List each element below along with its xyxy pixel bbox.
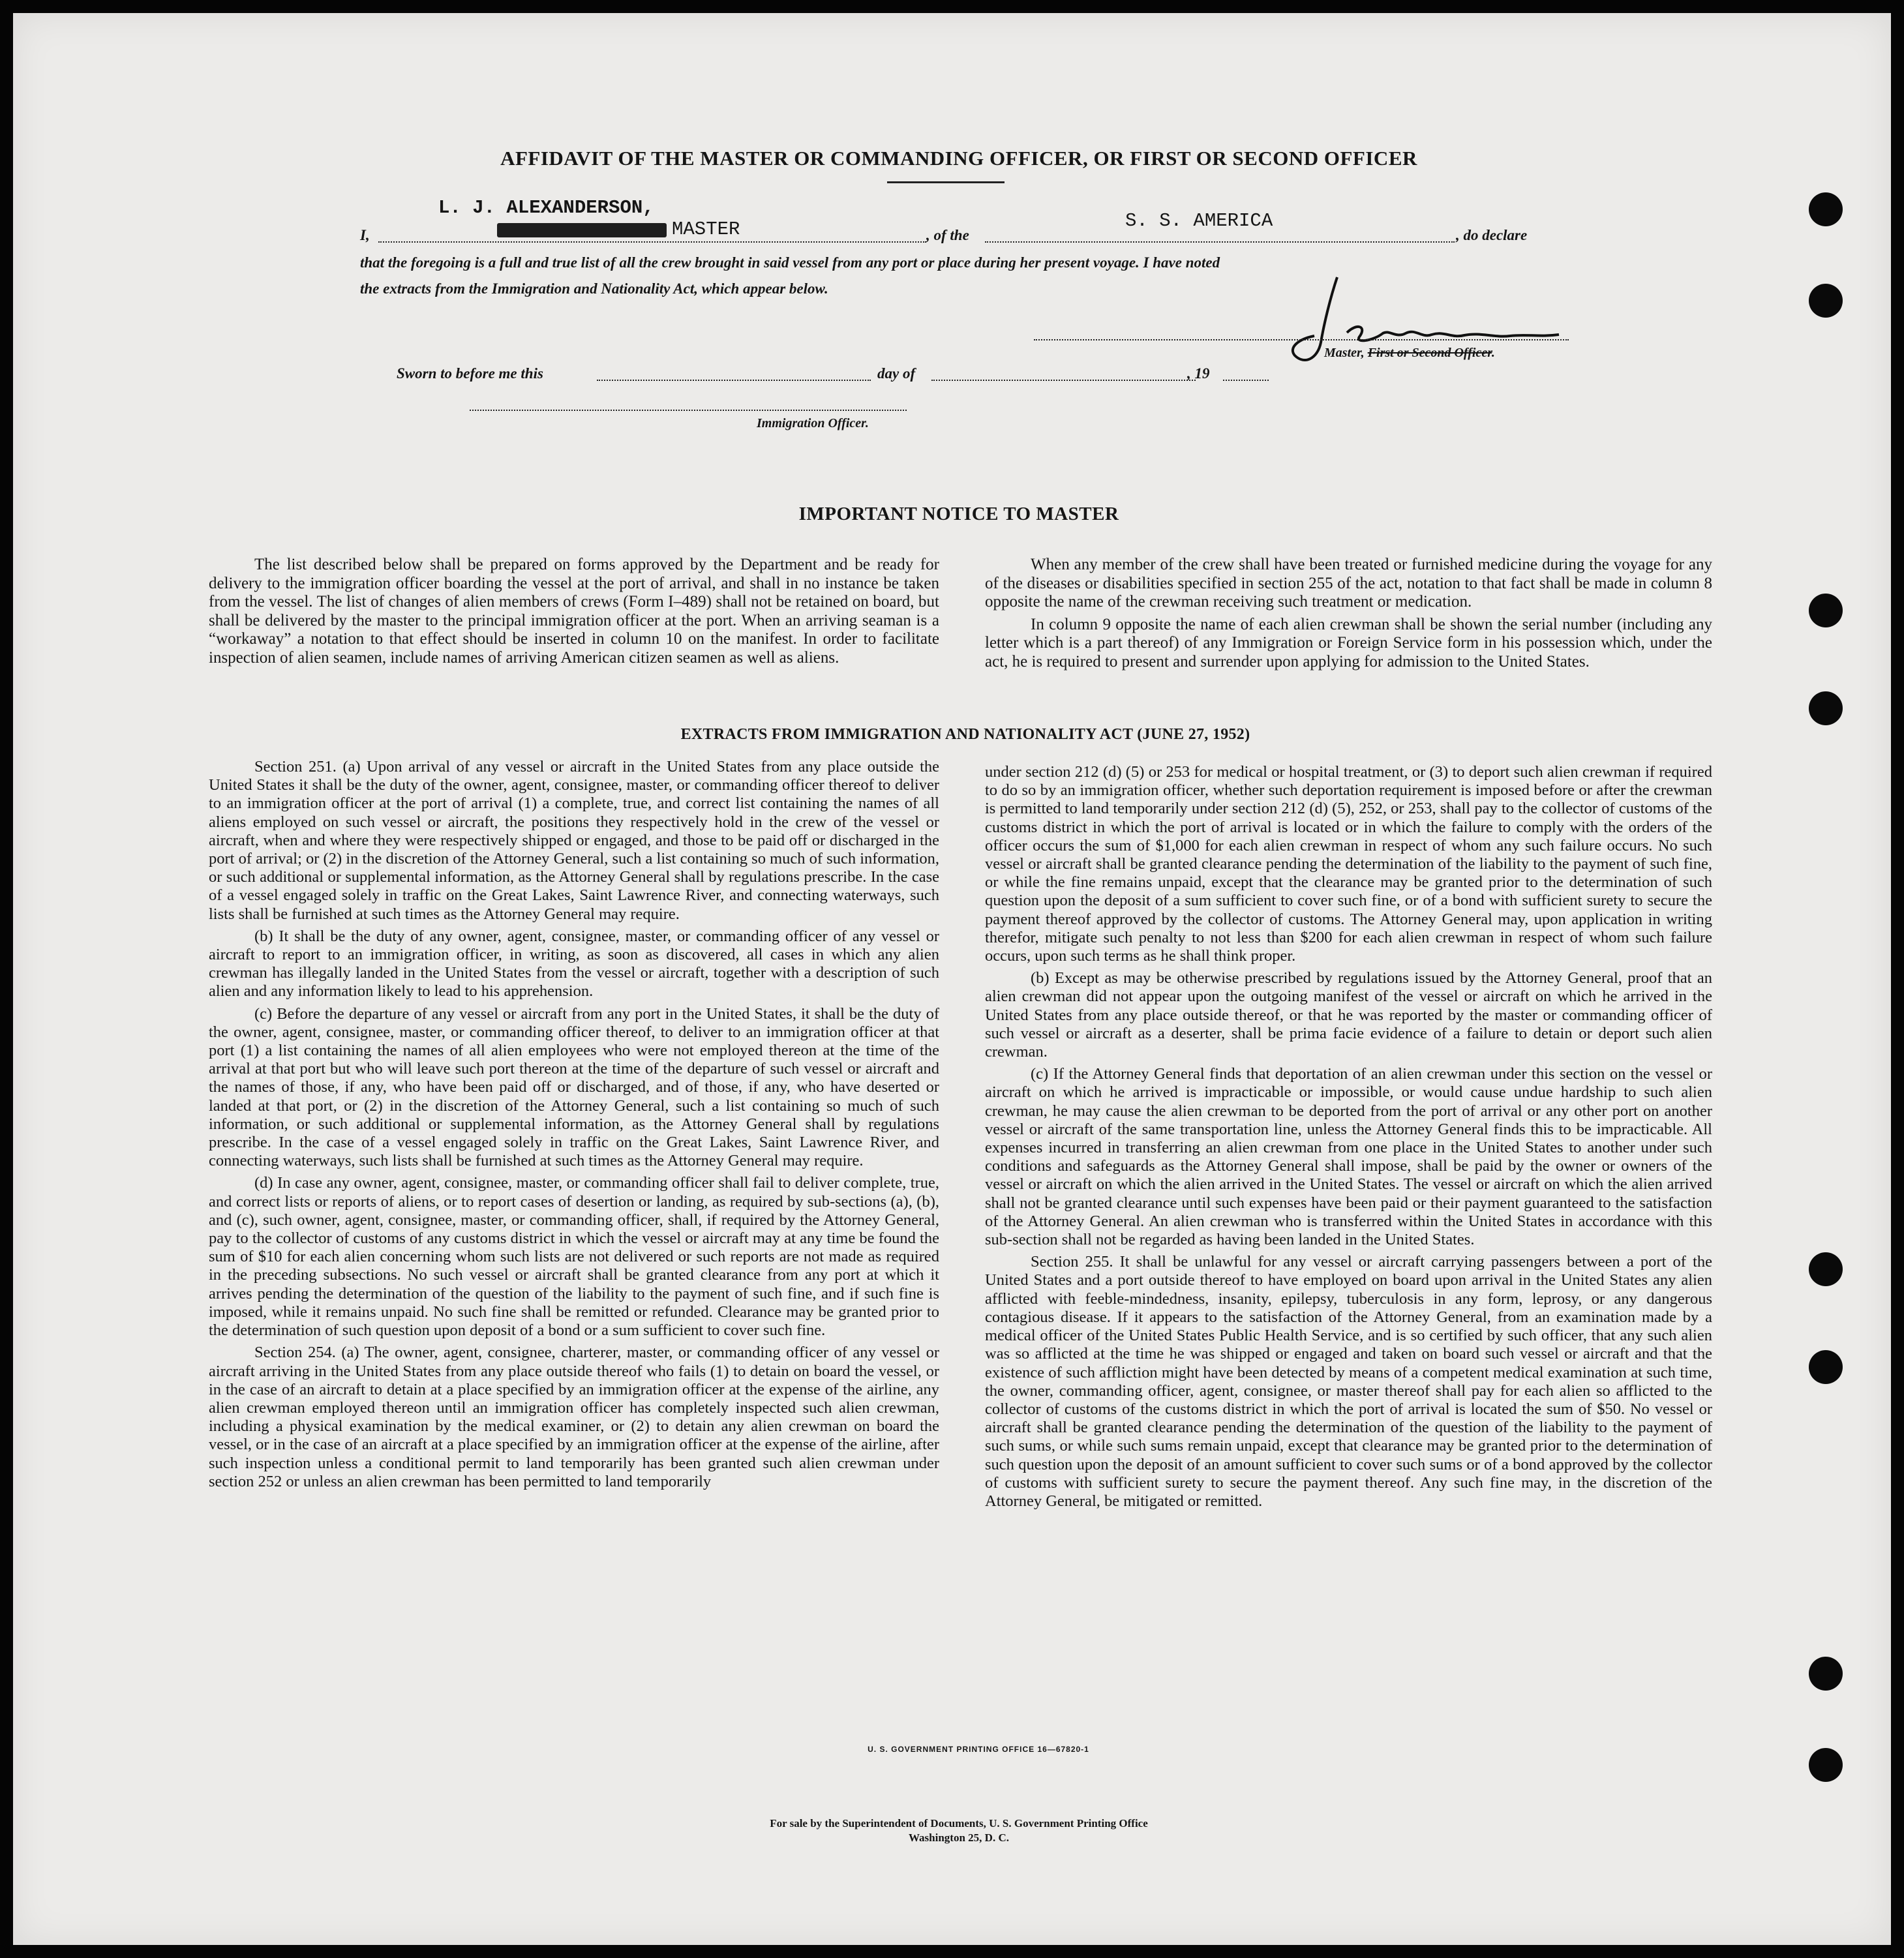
signature-line: [1034, 339, 1569, 340]
master-label: Master, First or Second Officer.: [1324, 346, 1495, 360]
of-the-label: , of the: [926, 227, 969, 243]
act-paragraph: (b) It shall be the duty of any owner, agent, consignee, master, or commanding officer of any vessel or aircraft to report to an immigration officer, in writing, as soon as discovered, all cases in which any alien crewman has illegally landed in the United States from the vessel or aircraft, together with a description of such alien and any information likely to lead to his apprehension.: [209, 927, 939, 1001]
binder-hole: [1809, 1252, 1843, 1286]
binder-hole: [1809, 594, 1843, 627]
sworn-month-line: [931, 380, 1196, 381]
immigration-officer-line: [470, 410, 907, 411]
notice-paragraph: When any member of the crew shall have been treated or furnished medicine during the voyage for any of the diseases or disabilities specified in section 255 of the act, notation to that fact shall be made in column 8 opposite the name of the crewman receiving such treatment or medication.: [985, 556, 1712, 611]
declaration-line2: the extracts from the Immigration and Nationality Act, which appear below.: [360, 280, 828, 297]
act-paragraph: (c) Before the departure of any vessel or aircraft from any port in the United States, it shall be the duty of the owner, agent, consignee, master, or commanding officer thereof, to deliver to an immigration officer at that port (1) a list containing the names of all alien employees who were not employed thereon at the time of the arrival at that port but who will leave such port thereon at the time of the departure of such vessel or aircraft and the names of those, if any, who have been paid off or discharged, and of those, if any, who have deserted or landed at that port, or (2) in the discretion of the Attorney General, such a list containing so much of such information, or such additional or supplemental information, as the Attorney General shall by regulations prescribe. In the case of a vessel engaged solely in traffic on the Great Lakes, Saint Lawrence River, and connecting waterways, such lists shall be furnished at such times as the Attorney General may require.: [209, 1004, 939, 1170]
do-declare-label: , do declare: [1456, 227, 1528, 243]
notice-paragraph: The list described below shall be prepared on forms approved by the Department and be ready for delivery to the immigration officer boarding the vessel at the port of arrival, and shall in no instance be taken from the vessel. The list of changes of alien members of crews (Form I–489) shall not be retained on board, but shall be delivered by the master to the principal immigration officer at the port. When an arriving seaman is a “workaway” a notation to that effect should be inserted in column 10 on the manifest. In order to facilitate inspection of alien seamen, include names of arriving American citizen seamen as well as aliens.: [209, 556, 939, 667]
title-rule: [887, 181, 1005, 183]
typed-rank: MASTER: [672, 218, 740, 240]
binder-hole: [1809, 1748, 1843, 1782]
binder-hole: [1809, 691, 1843, 725]
sale-notice: [665, 1816, 1252, 1845]
notice-title: IMPORTANT NOTICE TO MASTER: [798, 504, 1119, 524]
extracts-title: EXTRACTS FROM IMMIGRATION AND NATIONALITY ACT (JUNE 27, 1952): [680, 726, 1250, 743]
binder-hole: [1809, 1350, 1843, 1384]
day-of-label: day of: [877, 365, 916, 382]
typed-name: L. J. ALEXANDERSON,: [438, 197, 654, 218]
act-paragraph: Section 251. (a) Upon arrival of any vessel or aircraft in the United States from any place outside the United States it shall be the duty of the owner, agent, consignee, master, or commanding officer thereof to deliver to an immigration officer at the port of arrival (1) a complete, true, and correct list containing the names of all aliens employed on such vessel or aircraft, the positions they respectively hold in the crew of the vessel or aircraft, when and where they were respectively shipped or engaged, and those to be paid off or discharged in the port of arrival; or (2) in the discretion of the Attorney General, such a list containing so much of such information, or such additional or supplemental information, as the Attorney General shall by regulations prescribe. In the case of a vessel engaged solely in traffic on the Great Lakes, Saint Lawrence River, and connecting waterways, such lists shall be furnished at such times as the Attorney General may require.: [209, 758, 939, 923]
extracts-right-column: [985, 763, 1712, 1514]
act-paragraph: (c) If the Attorney General finds that deportation of an alien crewman under this section on the vessel or aircraft on which he arrived is impracticable or impossible, or would cause undue hardship to such alien crewman, he may cause the alien crewman to be deported from the port of arrival or any other port on another vessel or aircraft of the same transportation line, unless the Attorney General finds this to be impracticable. All expenses incurred in transferring an alien crewman from one place in the United States to another under such conditions and safeguards as the Attorney General shall impose, shall be paid by the owner or owners of the vessel or aircraft on which the alien arrived in the United States. The vessel or aircraft on which the alien arrived shall not be granted clearance until such expenses have been paid or their payment guaranteed to the satisfaction of the Attorney General. An alien crewman who is transferred within the United States in accordance with this sub-section shall not be regarded as having been landed in the United States.: [985, 1065, 1712, 1249]
sale-line: For sale by the Superintendent of Documents, U. S. Government Printing Office: [770, 1817, 1148, 1830]
act-paragraph: (b) Except as may be otherwise prescribed by regulations issued by the Attorney General, proof that an alien crewman did not appear upon the outgoing manifest of the vessel or aircraft on which he arrived in the United States from any place outside thereof, or that he was reported by the master or commanding officer of such vessel or aircraft as a deserter, shall be prima facie evidence of a failure to detain or deport such alien crewman.: [985, 969, 1712, 1061]
binder-hole: [1809, 284, 1843, 318]
i-label: I,: [360, 227, 370, 243]
immigration-officer-label: Immigration Officer.: [757, 416, 869, 430]
typed-vessel: S. S. AMERICA: [1125, 210, 1273, 232]
affidavit-title: AFFIDAVIT OF THE MASTER OR COMMANDING OFFICER, OR FIRST OR SECOND OFFICER: [500, 147, 1417, 170]
year-label: , 19: [1187, 365, 1210, 382]
binder-hole: [1809, 1657, 1843, 1691]
extracts-left-column: [209, 758, 939, 1495]
notice-left-column: [209, 556, 939, 672]
vessel-line: [985, 241, 1455, 243]
redacted-text: [497, 223, 667, 237]
act-paragraph: under section 212 (d) (5) or 253 for medical or hospital treatment, or (3) to deport such alien crewman if required to do so by an immigration officer, whether such deportation requirement is imposed before or after the crewman is permitted to land temporarily under section 212 (d) (5), 252, or 253, shall pay to the collector of customs of the customs district in which the port of arrival is located or in which the failure to comply with the orders of the officer occurs the sum of $1,000 for each alien crewman in respect of whom any such failure occurs. No such vessel or aircraft shall be granted clearance pending the determination of the liability to the payment of such fine, or while the fine remains unpaid, except that the clearance may be granted prior to the determination of such question upon the deposit of a sum sufficient to cover such fine, or of a bond with sufficient surety to secure the payment thereof approved by the collector of customs. The Attorney General may, upon application in writing therefor, mitigate such penalty to not less than $200 for each alien crewman in respect of whom such failure occurs, upon such terms as he shall think proper.: [985, 763, 1712, 965]
declaration-line1: that the foregoing is a full and true list of all the crew brought in said vessel from any port or place during her present voyage. I have noted: [360, 254, 1220, 271]
notice-right-column: [985, 556, 1712, 676]
act-paragraph: (d) In case any owner, agent, consignee, master, or commanding officer shall fail to deliver complete, true, and correct lists or reports of aliens, or to report cases of desertion or landing, as required by sub-sections (a), (b), and (c), such owner, agent, consignee, master, or commanding officer, shall, if required by the Attorney General, pay to the collector of customs of any customs district in which the vessel or aircraft may at any time be found the sum of $10 for each alien concerning whom such lists are not delivered or such reports are not made as required in the preceding subsections. No such vessel or aircraft shall be granted clearance from any port at which it arrives pending the determination of the question of the liability to the payment of such fine, and if such fine is imposed, while it remains unpaid. No such fine shall be remitted or refunded. Clearance may be granted prior to the determination of such question upon deposit of a bond or a sum sufficient to cover such fine.: [209, 1174, 939, 1340]
act-paragraph: Section 254. (a) The owner, agent, consignee, charterer, master, or commanding officer of any vessel or aircraft arriving in the United States from any place outside thereof who fails (1) to detain on board the vessel, or in the case of an aircraft to detain at a place specified by an immigration officer at the expense of the airline, any alien crewman employed thereon until an immigration officer has completely inspected such alien crewman, including a physical examination by the medical examiner, or (2) to detain any alien crewman on board the vessel, or in the case of an aircraft at a place specified by an immigration officer at the expense of the airline, after such inspection unless a conditional permit to land temporarily has been granted such alien crewman under section 252 or unless an alien crewman has been permitted to land temporarily: [209, 1344, 939, 1490]
sworn-day-line: [597, 380, 871, 381]
printer-imprint: U. S. GOVERNMENT PRINTING OFFICE 16—67820-1: [868, 1745, 1089, 1754]
binder-hole: [1809, 192, 1843, 226]
document-page: [13, 13, 1891, 1945]
notice-paragraph: In column 9 opposite the name of each alien crewman shall be shown the serial number (including any letter which is a part thereof) of any Immigration or Foreign Service form in his possession which, under the act, he is required to present and surrender upon applying for admission to the United States.: [985, 615, 1712, 670]
sworn-label: Sworn to before me this: [397, 365, 543, 382]
sale-line: Washington 25, D. C.: [909, 1831, 1009, 1844]
name-line: [378, 241, 926, 243]
act-paragraph: Section 255. It shall be unlawful for any vessel or aircraft carrying passengers between a port of the United States and a port outside thereof to have employed on board upon arrival in the United States any alien afflicted with feeble-mindedness, insanity, epilepsy, tuberculosis in any form, leprosy, or any dangerous contagious disease. If it appears to the satisfaction of the Attorney General, from an examination made by a medical officer of the United States Public Health Service, and is so certified by such officer, that any such alien was so afflicted at the time he was shipped or engaged and taken on board such vessel or aircraft and that the existence of such affliction might have been detected by means of a competent medical examination at such time, the owner, commanding officer, agent, consignee, or master thereof shall pay for each alien so afflicted to the collector of customs of the customs district in which the port of arrival is located the sum of $50. No vessel or aircraft shall be granted clearance pending the determination of the question of the liability to the payment of such sums, or while such sums remain unpaid, except that clearance may be granted prior to the determination of such question upon the deposit of an amount sufficient to cover such sums or of a bond approved by the collector of customs with sufficient surety to secure the payment thereof. Any such fine may, in the discretion of the Attorney General, be mitigated or remitted.: [985, 1253, 1712, 1510]
sworn-year-line: [1223, 380, 1269, 381]
